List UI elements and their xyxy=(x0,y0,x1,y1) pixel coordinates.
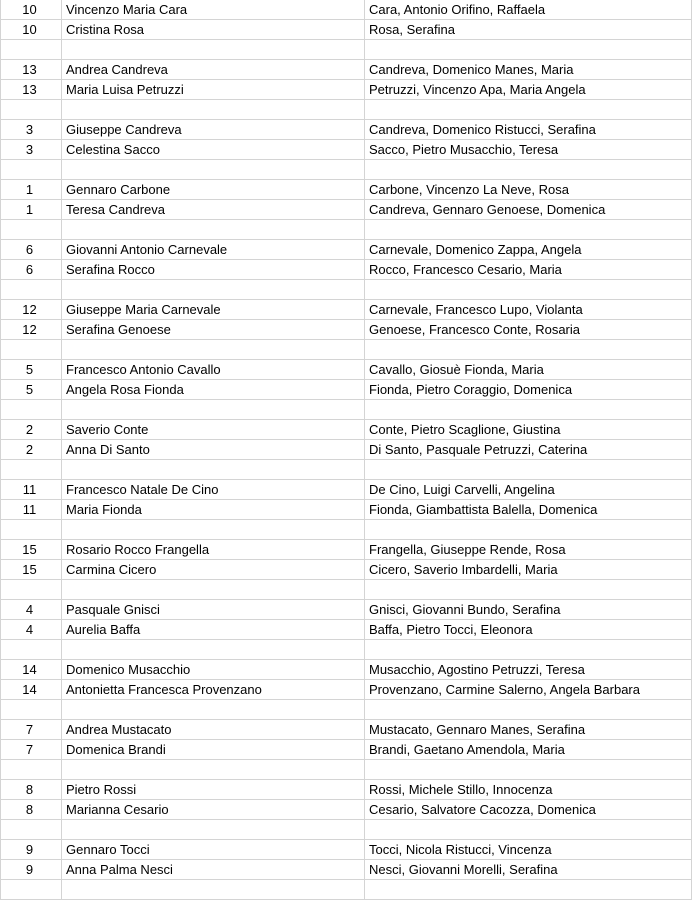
table-row xyxy=(0,640,692,660)
pair-number-cell[interactable]: 7 xyxy=(0,720,62,739)
parents-cell[interactable]: Cicero, Saverio Imbardelli, Maria xyxy=(369,562,558,577)
pair-number-cell[interactable]: 6 xyxy=(0,240,62,259)
pair-number-cell[interactable] xyxy=(0,100,62,119)
pair-number-cell[interactable] xyxy=(0,220,62,239)
table-row xyxy=(0,180,692,200)
pair-number-cell[interactable]: 13 xyxy=(0,80,62,99)
pair-number-cell[interactable]: 9 xyxy=(0,860,62,879)
table-row xyxy=(0,320,692,340)
parents-cell[interactable]: Brandi, Gaetano Amendola, Maria xyxy=(369,742,565,757)
table-row xyxy=(0,660,692,680)
person-name-cell[interactable] xyxy=(62,280,365,299)
pair-number-cell[interactable]: 15 xyxy=(0,540,62,559)
pair-number-cell[interactable] xyxy=(0,400,62,419)
parents-cell[interactable] xyxy=(365,520,691,539)
pair-number-cell[interactable]: 2 xyxy=(0,420,62,439)
parents-cell[interactable] xyxy=(365,880,691,899)
parents-cell[interactable]: Candreva, Domenico Manes, Maria xyxy=(369,62,574,77)
parents-cell[interactable] xyxy=(365,280,691,299)
pair-number-cell[interactable] xyxy=(0,700,62,719)
person-name-cell[interactable]: Carmina Cicero xyxy=(62,560,365,579)
person-name-cell[interactable]: Anna Palma Nesci xyxy=(62,860,365,879)
parents-cell[interactable]: Fionda, Pietro Coraggio, Domenica xyxy=(369,382,573,397)
pair-number-cell[interactable]: 11 xyxy=(0,500,62,519)
person-name-cell[interactable]: Teresa Candreva xyxy=(62,200,365,219)
table-row xyxy=(0,520,692,540)
table-row xyxy=(0,80,692,100)
pair-number-cell[interactable]: 5 xyxy=(0,360,62,379)
person-name-cell[interactable] xyxy=(62,580,365,599)
person-name-cell[interactable]: Saverio Conte xyxy=(62,420,365,439)
pair-number-cell[interactable]: 10 xyxy=(0,0,62,19)
parents-cell[interactable]: Musacchio, Agostino Petruzzi, Teresa xyxy=(369,662,585,677)
table-row xyxy=(0,200,692,220)
table-row xyxy=(0,300,692,320)
person-name-cell[interactable] xyxy=(62,760,365,779)
person-name-cell[interactable]: Rosario Rocco Frangella xyxy=(62,540,365,559)
table-row xyxy=(0,460,692,480)
parents-cell[interactable] xyxy=(365,220,691,239)
parents-cell[interactable]: Provenzano, Carmine Salerno, Angela Barbara xyxy=(369,682,640,697)
table-row xyxy=(0,700,692,720)
person-name-cell[interactable] xyxy=(62,820,365,839)
table-row xyxy=(0,760,692,780)
person-name-cell[interactable] xyxy=(62,520,365,539)
pair-number-cell[interactable]: 1 xyxy=(0,200,62,219)
table-row xyxy=(0,120,692,140)
parents-cell[interactable]: Sacco, Pietro Musacchio, Teresa xyxy=(369,142,559,157)
parents-cell[interactable]: Frangella, Giuseppe Rende, Rosa xyxy=(369,542,566,557)
pair-number-cell[interactable] xyxy=(0,760,62,779)
table-row xyxy=(0,580,692,600)
pair-number-cell[interactable]: 14 xyxy=(0,660,62,679)
person-name-cell[interactable] xyxy=(62,640,365,659)
pair-number-cell[interactable]: 4 xyxy=(0,620,62,639)
parents-cell[interactable]: Mustacato, Gennaro Manes, Serafina xyxy=(369,722,586,737)
person-name-cell[interactable]: Maria Luisa Petruzzi xyxy=(62,80,365,99)
person-name-cell[interactable]: Pasquale Gnisci xyxy=(62,600,365,619)
table-row xyxy=(0,840,692,860)
person-name-cell[interactable] xyxy=(62,400,365,419)
table-row xyxy=(0,0,692,20)
table-row xyxy=(0,540,692,560)
table-row xyxy=(0,380,692,400)
parents-cell[interactable] xyxy=(365,40,691,59)
table-row xyxy=(0,720,692,740)
parents-cell[interactable]: Conte, Pietro Scaglione, Giustina xyxy=(369,422,561,437)
parents-cell[interactable]: Cesario, Salvatore Cacozza, Domenica xyxy=(369,802,596,817)
person-name-cell[interactable]: Francesco Antonio Cavallo xyxy=(62,360,365,379)
parents-cell[interactable]: Genoese, Francesco Conte, Rosaria xyxy=(369,322,580,337)
pair-number-cell[interactable]: 14 xyxy=(0,680,62,699)
person-name-cell[interactable]: Angela Rosa Fionda xyxy=(62,380,365,399)
parents-cell[interactable]: Carnevale, Domenico Zappa, Angela xyxy=(369,242,582,257)
table-row xyxy=(0,480,692,500)
pair-number-cell[interactable]: 5 xyxy=(0,380,62,399)
pair-number-cell[interactable]: 12 xyxy=(0,300,62,319)
table-row xyxy=(0,740,692,760)
pair-number-cell[interactable] xyxy=(0,280,62,299)
parents-cell[interactable]: Petruzzi, Vincenzo Apa, Maria Angela xyxy=(369,82,586,97)
table-row xyxy=(0,40,692,60)
table-row xyxy=(0,780,692,800)
person-name-cell[interactable] xyxy=(62,100,365,119)
person-name-cell[interactable]: Vincenzo Maria Cara xyxy=(62,0,365,19)
pair-number-cell[interactable]: 12 xyxy=(0,320,62,339)
pair-number-cell[interactable] xyxy=(0,460,62,479)
person-name-cell[interactable]: Antonietta Francesca Provenzano xyxy=(62,680,365,699)
pair-number-cell[interactable]: 11 xyxy=(0,480,62,499)
parents-cell[interactable]: Cavallo, Giosuè Fionda, Maria xyxy=(369,362,544,377)
table-row xyxy=(0,500,692,520)
pair-number-cell[interactable] xyxy=(0,520,62,539)
person-name-cell[interactable]: Domenico Musacchio xyxy=(62,660,365,679)
pair-number-cell[interactable] xyxy=(0,40,62,59)
person-name-cell[interactable] xyxy=(62,40,365,59)
pair-number-cell[interactable]: 15 xyxy=(0,560,62,579)
table-row xyxy=(0,800,692,820)
parents-cell[interactable] xyxy=(365,640,691,659)
parents-cell[interactable]: Baffa, Pietro Tocci, Eleonora xyxy=(369,622,533,637)
table-row xyxy=(0,160,692,180)
parents-cell[interactable] xyxy=(365,100,691,119)
table-row xyxy=(0,560,692,580)
person-name-cell[interactable]: Aurelia Baffa xyxy=(62,620,365,639)
pair-number-cell[interactable]: 3 xyxy=(0,120,62,139)
table-row xyxy=(0,20,692,40)
table-row xyxy=(0,860,692,880)
table-row xyxy=(0,820,692,840)
person-name-cell[interactable]: Serafina Genoese xyxy=(62,320,365,339)
pair-number-cell[interactable]: 10 xyxy=(0,20,62,39)
parents-cell[interactable]: Rocco, Francesco Cesario, Maria xyxy=(369,262,562,277)
pair-number-cell[interactable] xyxy=(0,160,62,179)
parents-cell[interactable] xyxy=(365,820,691,839)
pair-number-cell[interactable]: 7 xyxy=(0,740,62,759)
person-name-cell[interactable] xyxy=(62,880,365,899)
table-row xyxy=(0,140,692,160)
table-row xyxy=(0,400,692,420)
person-name-cell[interactable]: Pietro Rossi xyxy=(62,780,365,799)
pair-number-cell[interactable]: 6 xyxy=(0,260,62,279)
parents-cell[interactable]: Nesci, Giovanni Morelli, Serafina xyxy=(369,862,558,877)
pair-number-cell[interactable]: 8 xyxy=(0,780,62,799)
pair-number-cell[interactable] xyxy=(0,820,62,839)
parents-cell[interactable]: Rossi, Michele Stillo, Innocenza xyxy=(369,782,553,797)
table-row xyxy=(0,360,692,380)
table-row xyxy=(0,340,692,360)
parents-cell[interactable]: Gnisci, Giovanni Bundo, Serafina xyxy=(369,602,561,617)
person-name-cell[interactable]: Serafina Rocco xyxy=(62,260,365,279)
parents-cell[interactable] xyxy=(365,160,691,179)
pair-number-cell[interactable]: 3 xyxy=(0,140,62,159)
person-name-cell[interactable]: Andrea Candreva xyxy=(62,60,365,79)
pair-number-cell[interactable]: 9 xyxy=(0,840,62,859)
pair-number-cell[interactable] xyxy=(0,880,62,899)
parents-cell[interactable]: Fionda, Giambattista Balella, Domenica xyxy=(369,502,598,517)
pair-number-cell[interactable]: 1 xyxy=(0,180,62,199)
table-row xyxy=(0,260,692,280)
person-name-cell[interactable]: Giovanni Antonio Carnevale xyxy=(62,240,365,259)
parents-cell[interactable]: De Cino, Luigi Carvelli, Angelina xyxy=(369,482,555,497)
parents-cell[interactable]: Carbone, Vincenzo La Neve, Rosa xyxy=(369,182,569,197)
person-name-cell[interactable] xyxy=(62,700,365,719)
person-name-cell[interactable]: Giuseppe Maria Carnevale xyxy=(62,300,365,319)
parents-cell[interactable]: Carnevale, Francesco Lupo, Violanta xyxy=(369,302,583,317)
pair-number-cell[interactable]: 2 xyxy=(0,440,62,459)
parents-cell[interactable] xyxy=(365,340,691,359)
table-row xyxy=(0,880,692,900)
parents-cell[interactable] xyxy=(365,760,691,779)
table-row xyxy=(0,280,692,300)
person-name-cell[interactable]: Giuseppe Candreva xyxy=(62,120,365,139)
table-row xyxy=(0,240,692,260)
parents-cell[interactable]: Candreva, Domenico Ristucci, Serafina xyxy=(369,122,596,137)
table-row xyxy=(0,60,692,80)
pair-number-cell[interactable] xyxy=(0,580,62,599)
person-name-cell[interactable]: Gennaro Tocci xyxy=(62,840,365,859)
table-row xyxy=(0,620,692,640)
person-name-cell[interactable] xyxy=(62,220,365,239)
person-name-cell[interactable] xyxy=(62,160,365,179)
person-name-cell[interactable]: Marianna Cesario xyxy=(62,800,365,819)
parents-cell[interactable]: Rosa, Serafina xyxy=(369,22,455,37)
table-row xyxy=(0,420,692,440)
table-row xyxy=(0,100,692,120)
person-name-cell[interactable] xyxy=(62,460,365,479)
parents-cell[interactable] xyxy=(365,700,691,719)
pair-number-cell[interactable]: 13 xyxy=(0,60,62,79)
parents-cell[interactable]: Di Santo, Pasquale Petruzzi, Caterina xyxy=(369,442,588,457)
person-name-cell[interactable]: Andrea Mustacato xyxy=(62,720,365,739)
person-name-cell[interactable]: Cristina Rosa xyxy=(62,20,365,39)
pair-number-cell[interactable] xyxy=(0,340,62,359)
table-row xyxy=(0,440,692,460)
pair-number-cell[interactable] xyxy=(0,640,62,659)
table-row xyxy=(0,680,692,700)
parents-cell[interactable] xyxy=(365,460,691,479)
parents-cell[interactable]: Candreva, Gennaro Genoese, Domenica xyxy=(369,202,606,217)
table-row xyxy=(0,600,692,620)
parents-cell[interactable] xyxy=(365,580,691,599)
person-name-cell[interactable]: Gennaro Carbone xyxy=(62,180,365,199)
parents-cell[interactable]: Cara, Antonio Orifino, Raffaela xyxy=(369,2,546,17)
pair-number-cell[interactable]: 4 xyxy=(0,600,62,619)
person-name-cell[interactable]: Anna Di Santo xyxy=(62,440,365,459)
person-name-cell[interactable]: Francesco Natale De Cino xyxy=(62,480,365,499)
person-name-cell[interactable]: Celestina Sacco xyxy=(62,140,365,159)
parents-cell[interactable] xyxy=(365,400,691,419)
parents-cell[interactable]: Tocci, Nicola Ristucci, Vincenza xyxy=(369,842,552,857)
person-name-cell[interactable]: Domenica Brandi xyxy=(62,740,365,759)
table-row xyxy=(0,220,692,240)
pair-number-cell[interactable]: 8 xyxy=(0,800,62,819)
person-name-cell[interactable] xyxy=(62,340,365,359)
person-name-cell[interactable]: Maria Fionda xyxy=(62,500,365,519)
